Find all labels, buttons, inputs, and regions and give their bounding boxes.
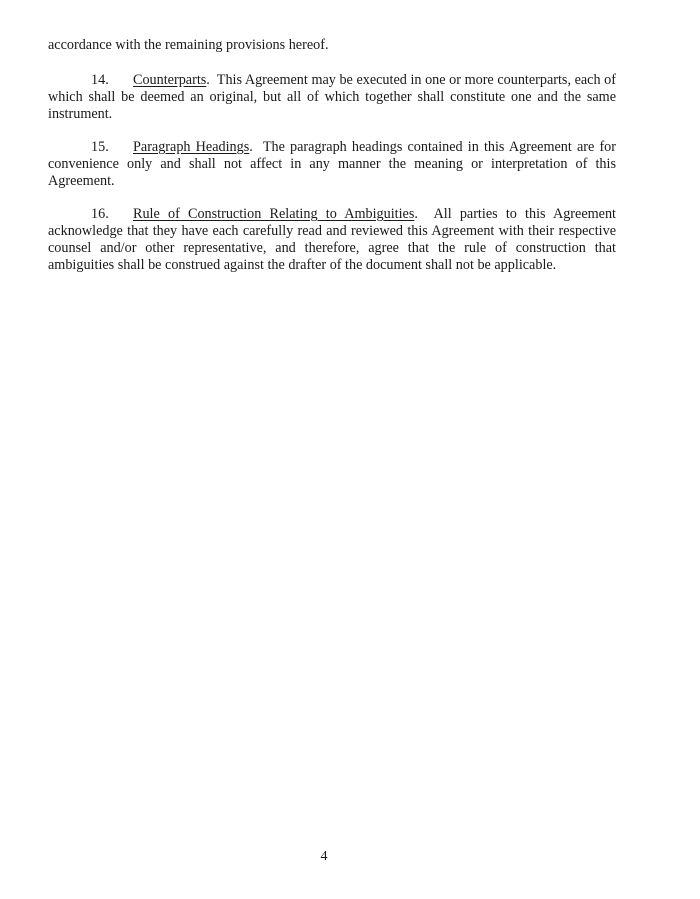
paragraph-heading: Rule of Construction Relating to Ambiguities [133, 206, 415, 222]
paragraph-heading: Paragraph Headings [133, 139, 250, 155]
paragraph-body: All parties to this Agreement acknowledge that they have each carefully read and reviewed this Agreement with their respective counsel and/or other representative, and therefore, agree that the rule of construction that ambiguities shall be construed against the drafter of the document shall not be applicable. [48, 206, 616, 273]
paragraph-number: 14. [91, 72, 109, 88]
paragraph-heading: Counterparts [133, 72, 207, 88]
paragraph-14: 14. Counterparts. This Agreement may be executed in one or more counterparts, each of which shall be deemed an original, but all of which together shall constitute one and the same instrument. [48, 72, 616, 122]
paragraph-body: This Agreement may be executed in one or more counterparts, each of which shall be deemed an original, but all of which together shall constitute one and the same instrument. [48, 72, 616, 122]
paragraph-15: 15. Paragraph Headings. The paragraph headings contained in this Agreement are for convenience only and shall not affect in any manner the meaning or interpretation of this Agreement. [48, 139, 616, 189]
paragraph-body: The paragraph headings contained in this Agreement are for convenience only and shall not affect in any manner the meaning or interpretation of this Agreement. [48, 139, 616, 189]
paragraph-16: 16. Rule of Construction Relating to Ambiguities. All parties to this Agreement acknowledge that they have each carefully read and reviewed this Agreement with their respective counsel and/or other representative, and therefore, agree that the rule of construction that ambiguities shall be construed against the drafter of the document shall not be applicable. [48, 206, 616, 273]
continuation-text: accordance with the remaining provisions hereof. [48, 37, 329, 53]
paragraph-number: 15. [91, 139, 109, 155]
paragraph-number: 16. [91, 206, 109, 222]
page-number: 4 [320, 849, 328, 864]
